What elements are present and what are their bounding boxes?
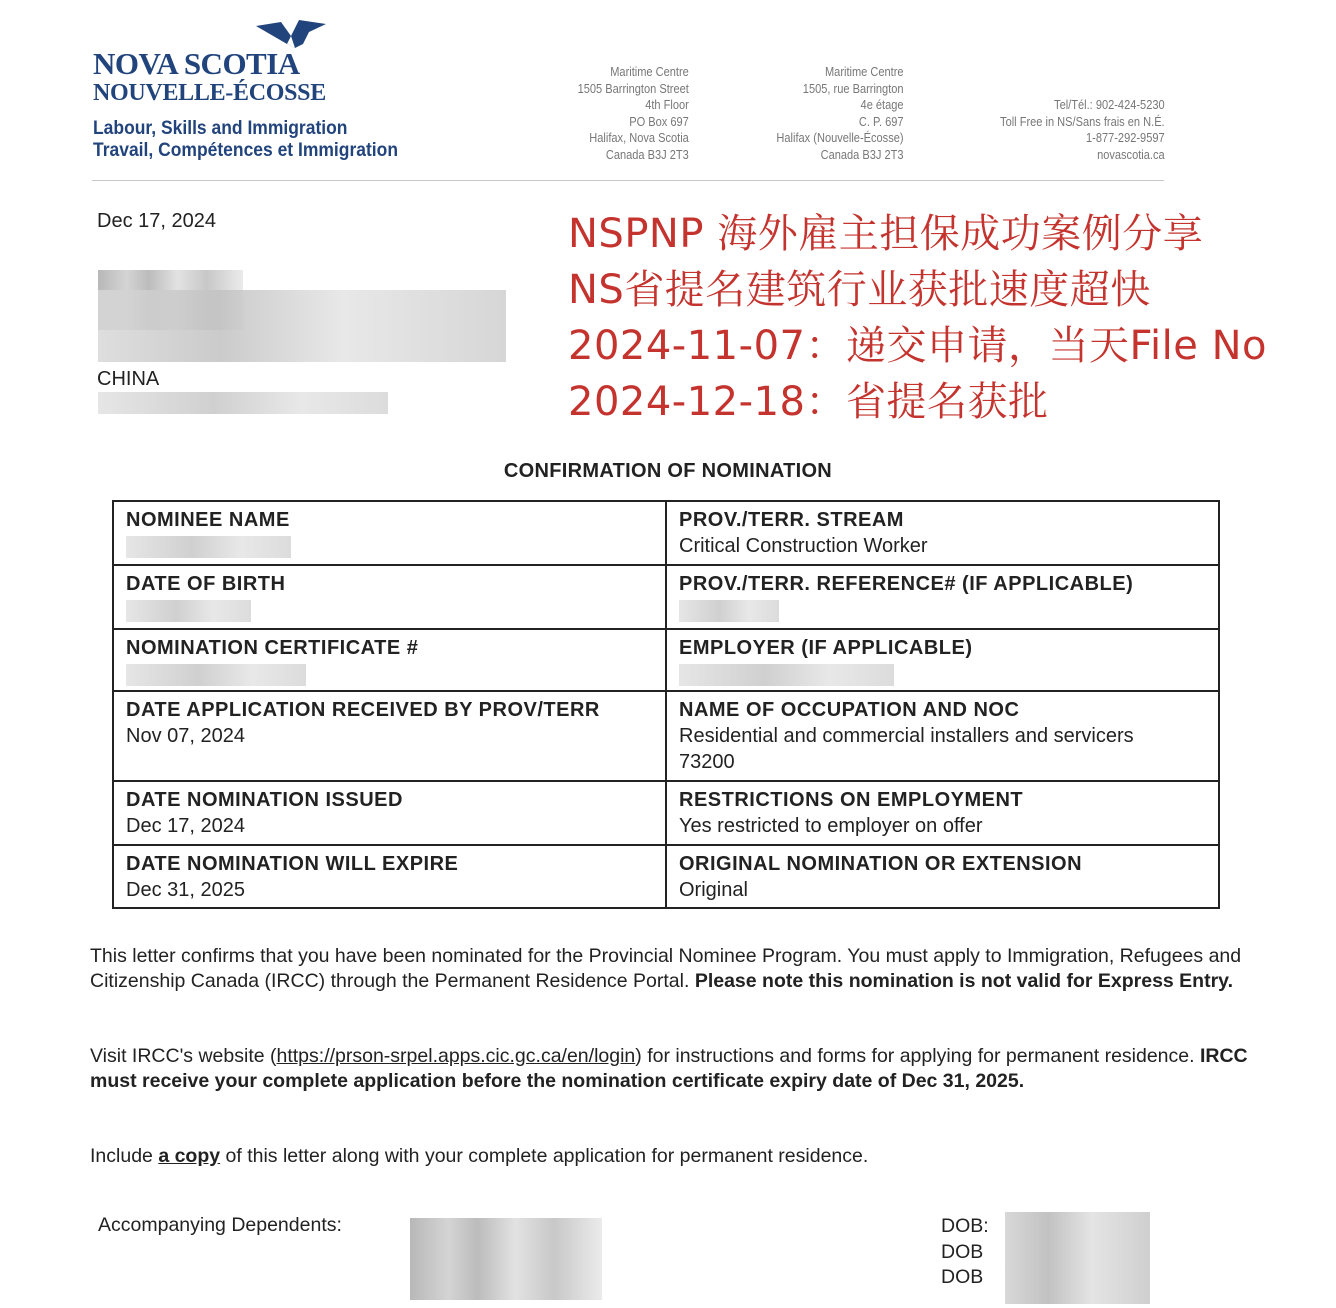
dob-label-2: DOB: [941, 1240, 984, 1263]
paragraph-include-copy: Include a copy of this letter along with your complete application for permanent residence.: [90, 1145, 869, 1167]
table-row: [113, 629, 1219, 691]
employer-label: EMPLOYER (IF APPLICABLE): [679, 637, 973, 659]
table-row: [113, 691, 1219, 781]
certificate-label: NOMINATION CERTIFICATE #: [126, 637, 419, 659]
table-row: [113, 845, 1219, 908]
redacted-employer: [679, 664, 894, 686]
cell-nominee-name: [113, 501, 666, 565]
table-row: [113, 501, 1219, 565]
cell-employer: [666, 629, 1219, 691]
logo-nova-scotia: NOVA SCOTIA: [93, 46, 300, 81]
redacted-recipient-address: [98, 290, 506, 362]
nomination-table: [112, 500, 1220, 909]
redacted-dob: [126, 600, 251, 622]
overlay-line-1: NSPNP 海外雇主担保成功案例分享: [568, 211, 1204, 257]
ircc-portal-link[interactable]: https://prson-srpel.apps.cic.gc.ca/en/login: [276, 1045, 636, 1067]
table-row: [113, 565, 1219, 629]
redacted-dependents-dob: [1005, 1212, 1150, 1304]
redacted-certificate: [126, 664, 306, 686]
received-value: Nov 07, 2024: [126, 725, 245, 747]
issued-value: Dec 17, 2024: [126, 815, 245, 837]
restrictions-value: Yes restricted to employer on offer: [679, 815, 983, 837]
cell-received: [113, 691, 666, 781]
dob-label-3: DOB: [941, 1266, 984, 1288]
occupation-value: Residential and commercial installers and servicers: [679, 725, 1134, 747]
cell-stream: [666, 501, 1219, 565]
document-title: CONFIRMATION OF NOMINATION: [503, 460, 833, 482]
recipient-country: CHINA: [97, 368, 160, 390]
overlay-line-4: 2024-12-18：省提名获批: [568, 379, 1049, 425]
contact-info: Tel/Tél.: 902-424-5230 Toll Free in NS/Sans frais en N.É. 1-877-292-9597 novascotia.ca: [1000, 97, 1165, 162]
table-row: [113, 781, 1219, 845]
address-en: Maritime Centre 1505 Barrington Street 4th Floor PO Box 697 Halifax, Nova Scotia Canada B3J 2T3: [577, 64, 689, 162]
cell-certificate: [113, 629, 666, 691]
dependents-label: Accompanying Dependents:: [98, 1214, 342, 1236]
redacted-recipient-postal: [98, 392, 388, 414]
cell-expire: [113, 845, 666, 908]
nominee-name-label: NOMINEE NAME: [126, 509, 290, 531]
expire-value: Dec 31, 2025: [126, 879, 245, 901]
redacted-reference: [679, 600, 779, 622]
nomination-type-label: ORIGINAL NOMINATION OR EXTENSION: [679, 853, 1083, 875]
redacted-nominee-name: [126, 536, 291, 558]
received-label: DATE APPLICATION RECEIVED BY PROV/TERR: [126, 699, 600, 721]
paragraph-instructions: Visit IRCC's website (https://prson-srpel.apps.cic.gc.ca/en/login) for instructions and forms for applying for permanent residence. IRCC must receive your complete application before the nomination certificate expiry date of Dec 31, 2025.: [90, 1045, 1248, 1092]
letterhead-divider: [92, 180, 1164, 181]
expire-label: DATE NOMINATION WILL EXPIRE: [126, 853, 459, 875]
overlay-line-2: NS省提名建筑行业获批速度超快: [568, 267, 1151, 313]
noc-value: 73200: [679, 751, 735, 773]
cell-occupation: [666, 691, 1219, 781]
stream-value: Critical Construction Worker: [679, 535, 928, 557]
nomination-type-value: Original: [679, 879, 748, 901]
cell-issued: [113, 781, 666, 845]
redacted-dependents-names: [410, 1218, 602, 1300]
overlay-line-3: 2024-11-07：递交申请，当天File No: [568, 323, 1268, 369]
issued-label: DATE NOMINATION ISSUED: [126, 789, 403, 811]
cell-dob: [113, 565, 666, 629]
logo-nouvelle-ecosse: NOUVELLE-ÉCOSSE: [93, 80, 326, 106]
cell-nomination-type: [666, 845, 1219, 908]
department-name-en: Labour, Skills and Immigration: [93, 118, 348, 139]
address-fr: Maritime Centre 1505, rue Barrington 4e étage C. P. 697 Halifax (Nouvelle-Écosse) Canada B3J 2T3: [776, 64, 904, 162]
dob-label-1: DOB:: [941, 1215, 989, 1237]
reference-label: PROV./TERR. REFERENCE# (IF APPLICABLE): [679, 573, 1134, 595]
dependents-dob-list: [941, 1214, 989, 1291]
dob-label: DATE OF BIRTH: [126, 573, 286, 595]
occupation-label: NAME OF OCCUPATION AND NOC: [679, 699, 1020, 721]
cell-restrictions: [666, 781, 1219, 845]
restrictions-label: RESTRICTIONS ON EMPLOYMENT: [679, 789, 1024, 811]
stream-label: PROV./TERR. STREAM: [679, 509, 904, 531]
paragraph-confirmation: This letter confirms that you have been nominated for the Provincial Nominee Program. You must apply to Immigration, Refugees and Citizenship Canada (IRCC) through the Permanent Residence Portal. Please note this nomination is not valid for Express Entry.: [90, 945, 1242, 992]
department-name-fr: Travail, Compétences et Immigration: [93, 140, 399, 161]
letter-date: Dec 17, 2024: [97, 210, 216, 232]
cell-reference: [666, 565, 1219, 629]
a-copy-underlined: a copy: [158, 1145, 221, 1167]
